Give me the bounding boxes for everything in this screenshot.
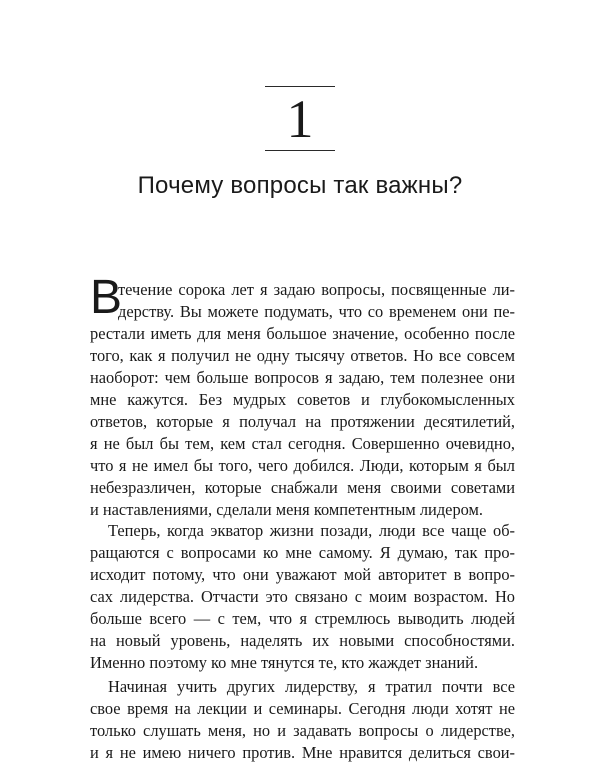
text-line: небезразличен, которые снабжали меня своими советами	[90, 478, 515, 497]
text-line: сах лидерства. Отчасти это связано с моим возрастом. Но	[90, 587, 515, 606]
text-line: дерству. Вы можете подумать, что со временем они пе-	[118, 302, 515, 321]
text-line: мне кажутся. Без мудрых советов и глубокомысленных	[90, 390, 515, 409]
text-line: ответов, которые я получал на протяжении десятилетий,	[90, 412, 515, 431]
chapter-rule-top	[265, 86, 335, 87]
text-line: ращаются с вопросами ко мне самому. Я думаю, так про-	[90, 543, 515, 562]
text-line: Именно поэтому ко мне тянутся те, кто жаждет знаний.	[90, 653, 479, 672]
text-line: течение сорока лет я задаю вопросы, посвященные ли-	[118, 280, 515, 299]
text-line: и я не имею ничего против. Мне нравится делиться свои-	[90, 743, 515, 762]
paragraph-2	[90, 520, 515, 674]
drop-cap: В	[90, 271, 123, 324]
text-line: больше всего — с тем, что я стремлюсь выводить людей	[90, 609, 515, 628]
text-line: только слушать меня, но и задавать вопросы о лидерстве,	[90, 721, 515, 740]
text-line: Теперь, когда экватор жизни позади, люди все чаще об-	[108, 521, 515, 540]
chapter-title: Почему вопросы так важны?	[137, 172, 463, 199]
text-line: что я не имел бы того, чего добился. Люди, которым я был	[90, 456, 515, 475]
text-line: на новый уровень, наделять их новыми способностями.	[90, 631, 515, 650]
paragraph-1	[90, 279, 515, 521]
text-line: Начиная учить других лидерству, я тратил почти все	[108, 677, 515, 696]
text-line: того, как я получил не одну тысячу ответов. Но все совсем	[90, 346, 515, 365]
text-line: рестали иметь для меня большое значение, особенно после	[90, 324, 515, 343]
chapter-rule-bottom	[265, 150, 335, 151]
chapter-number: 1	[286, 89, 314, 149]
text-line: свое время на лекции и семинары. Сегодня люди хотят не	[90, 699, 515, 718]
paragraph-3	[90, 676, 515, 764]
text-line: и наставлениями, сделали меня компетентным лидером.	[90, 500, 483, 519]
text-line: исходит потому, что они уважают мой авторитет в вопро-	[90, 565, 515, 584]
text-line: я не был бы тем, кем стал сегодня. Совершенно очевидно,	[90, 434, 515, 453]
text-line: наоборот: чем больше вопросов я задаю, тем полезнее они	[90, 368, 515, 387]
